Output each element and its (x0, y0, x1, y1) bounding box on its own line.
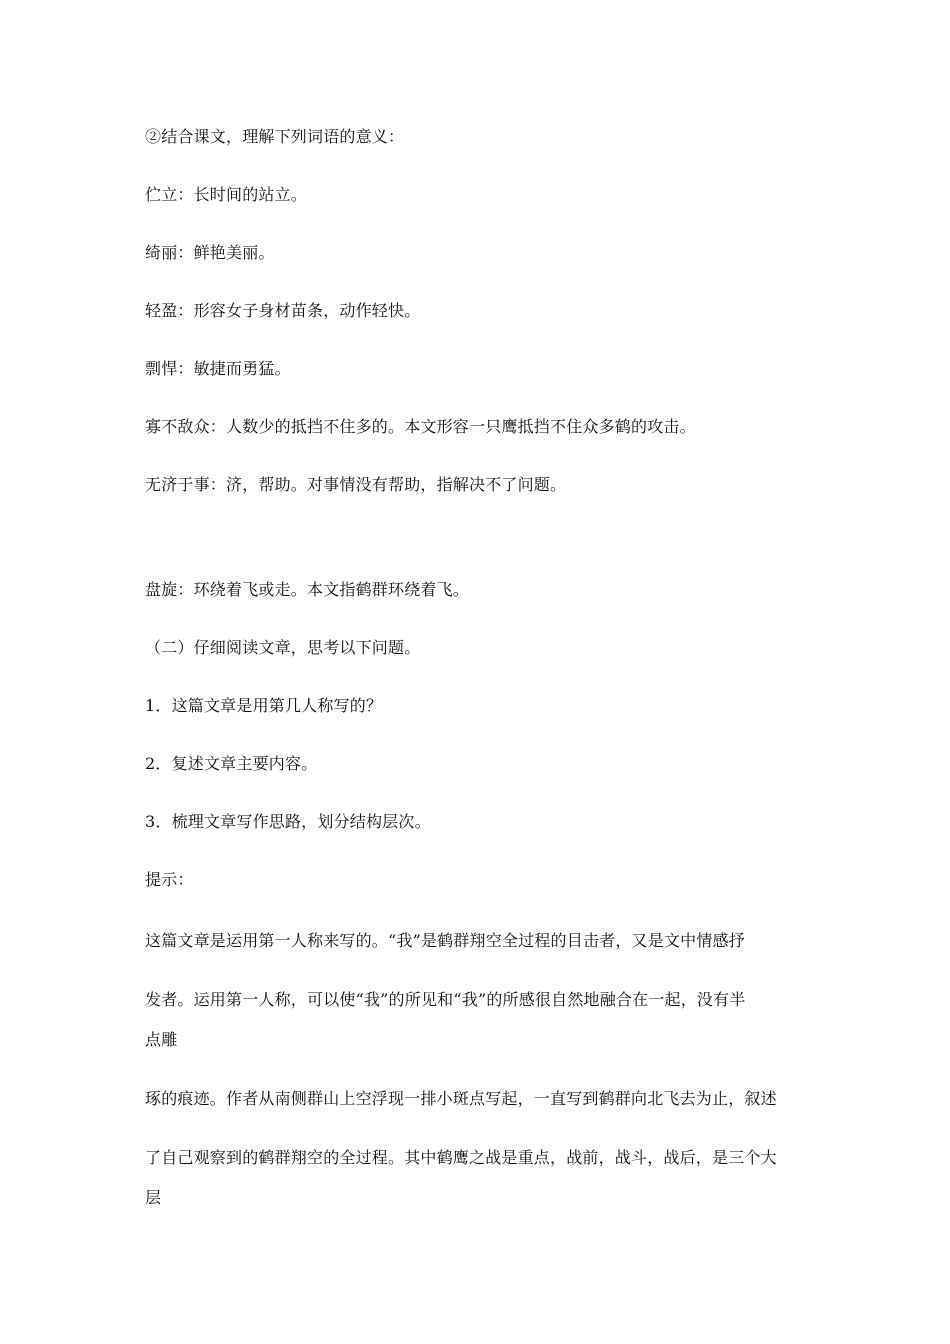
hint-line-1: 这篇文章是运用第一人称来写的。“我”是鹤群翔空全过程的目击者，又是文中情感抒 (145, 931, 745, 950)
vocab-item-zhuli: 伫立：长时间的站立。 (145, 185, 308, 204)
vocab-item-guabudizhong: 寡不敌众：人数少的抵挡不住多的。本文形容一只鹰抵挡不住众多鹤的攻击。 (145, 417, 696, 436)
vocab-item-wujiyushi: 无济于事：济，帮助。对事情没有帮助，指解决不了问题。 (145, 475, 567, 494)
vocab-item-qingying: 轻盈：形容女子身材苗条，动作轻快。 (145, 301, 421, 320)
question-1: 1．这篇文章是用第几人称写的？ (145, 696, 383, 715)
vocab-item-piaohan: 剽悍：敏捷而勇猛。 (145, 359, 291, 378)
question-2: 2．复述文章主要内容。 (145, 754, 318, 773)
hint-line-5: 了自己观察到的鹤群翔空的全过程。其中鹤鹰之战是重点，战前，战斗，战后，是三个大 (145, 1148, 777, 1167)
vocab-heading: ②结合课文，理解下列词语的意义： (145, 127, 405, 146)
vocab-item-qili: 绮丽：鲜艳美丽。 (145, 243, 275, 262)
hint-line-6: 层 (145, 1188, 162, 1207)
section2-heading: （二）仔细阅读文章，思考以下问题。 (145, 638, 421, 657)
hint-label: 提示： (145, 870, 194, 889)
hint-line-4: 琢的痕迹。作者从南侧群山上空浮现一排小斑点写起，一直写到鹤群向北飞去为止，叙述 (145, 1089, 777, 1108)
hint-line-3: 点雕 (145, 1030, 178, 1049)
hint-line-2: 发者。运用第一人称，可以使“我”的所见和“我”的所感很自然地融合在一起，没有半 (145, 990, 746, 1009)
question-3: 3．梳理文章写作思路，划分结构层次。 (145, 812, 431, 831)
vocab-item-panxuan: 盘旋：环绕着飞或走。本文指鹤群环绕着飞。 (145, 580, 470, 599)
